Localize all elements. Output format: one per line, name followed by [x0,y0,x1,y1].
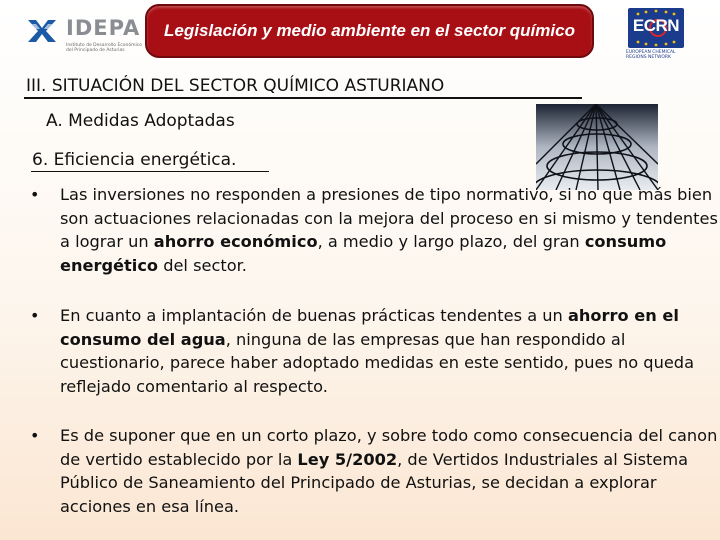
bullet-item [30,304,720,398]
industrial-structure-photo [536,104,658,190]
bullet-text: , ninguna de las empresas que han respondido al cuestionario, parece haber adoptado medidas en este sentido, pues no queda reflejado comentario al respecto. [60,329,694,396]
idepa-logo [26,12,146,62]
topic-title: 6. Eficiencia energética. [32,150,237,170]
bullet-dot-icon: • [30,185,40,204]
title-bar [145,4,594,58]
topic-underline [31,171,269,172]
bullet-item [30,183,720,277]
bullet-text: del sector. [158,255,247,275]
bullet-text: En cuanto a implantación de buenas prácticas tendentes a un [60,306,568,325]
bullet-emphasis: consumo energético [60,232,667,275]
bullet-text: , a medio y largo plazo, del gran [317,232,585,251]
bullet-dot-icon: • [30,306,40,325]
slide-title: Legislación y medio ambiente en el sector químico [164,21,575,40]
bullet-dot-icon: • [30,426,40,445]
bullet-emphasis: ahorro en el consumo del agua [60,306,679,349]
idepa-name: IDEPA [66,16,141,40]
bullet-text: Las inversiones no responden a presiones de tipo normativo, si no que más bien son actuaciones relacionadas con la mejora del proceso en si mismo y tendentes a lograr un [60,185,718,251]
section-underline [24,97,582,99]
bullet-emphasis: ahorro económico [153,232,318,251]
bullet-emphasis: Ley 5/2002 [297,449,398,469]
ecrn-name: ECRN [632,16,680,35]
idepa-emblem-icon [26,16,58,46]
ecrn-subtitle: EUROPEAN CHEMICAL REGIONS NETWORK [626,50,676,60]
ecrn-logo [624,8,688,64]
ecrn-badge [628,8,684,48]
idepa-subtitle: Instituto de Desarrollo Económico del Principado de Asturias [66,43,142,53]
section-title: III. SITUACIÓN DEL SECTOR QUÍMICO ASTURIANO [26,76,445,96]
bullet-item [30,424,720,518]
subsection-title: A. Medidas Adoptadas [46,111,235,131]
bullet-text: , de Vertidos Industriales al Sistema Público de Saneamiento del Principado de Asturias, se decidan a explorar acciones en esa línea. [60,449,689,516]
bullet-text: Es de suponer que en un corto plazo, y sobre todo como consecuencia del canon de vertido establecido por la [60,426,718,469]
